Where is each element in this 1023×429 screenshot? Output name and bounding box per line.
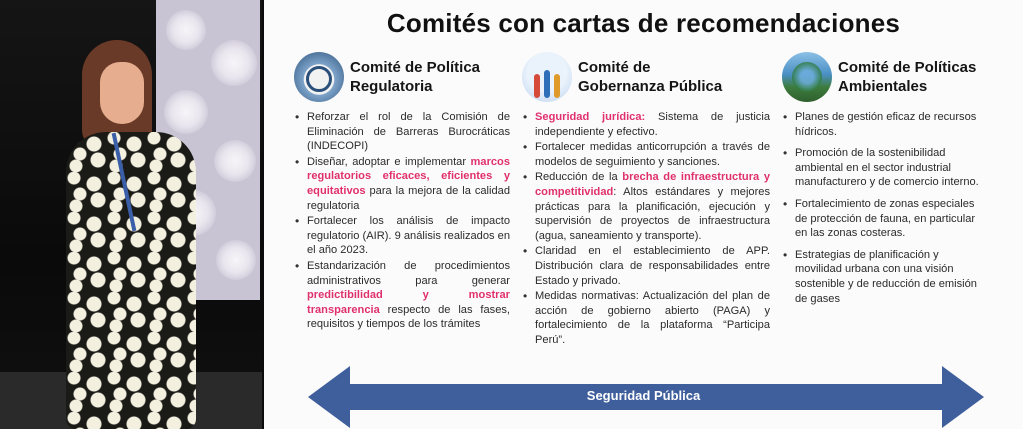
- flower-decoration: [216, 240, 256, 280]
- video-speaker-area: [0, 0, 262, 429]
- item-text: Promoción de la sostenibilidad ambiental en el sector industrial manufacturero y de comercio interno.: [795, 147, 979, 189]
- speaker-figure: [60, 40, 210, 429]
- recommendation-item: [522, 289, 770, 347]
- recommendation-item: [522, 170, 770, 243]
- recommendation-list: [294, 110, 510, 332]
- committee-column-environmental: [782, 52, 982, 313]
- committee-column-regulatory: [294, 52, 510, 333]
- column-title-line: Regulatoria: [350, 78, 433, 95]
- recommendation-item: [782, 197, 982, 241]
- recommendation-item: [294, 155, 510, 213]
- column-title-line: Comité de: [578, 59, 651, 76]
- magnifier-document-icon: [294, 52, 344, 102]
- item-text: Fortalecimiento de zonas especiales de protección de fauna, en particular en las zonas costeras.: [795, 197, 976, 240]
- column-title: [350, 58, 480, 96]
- recommendation-item: [294, 259, 510, 332]
- item-text: para la mejora de la calidad regulatoria: [307, 184, 510, 212]
- arrow-label: Seguridad Pública: [586, 388, 701, 403]
- item-text: Estandarización de procedimientos administrativos para generar: [307, 259, 510, 287]
- column-title: [578, 58, 722, 96]
- highlighted-text: predictibilidad y mostrar transparencia: [307, 289, 510, 316]
- item-text: Claridad en el establecimiento de APP. Distribución clara de responsabilidades entre Estado y privado.: [535, 245, 770, 287]
- column-title-line: Comité de Políticas: [838, 59, 977, 76]
- item-text: Planes de gestión eficaz de recursos hídricos.: [795, 111, 977, 138]
- speaker-face: [100, 62, 144, 124]
- column-title-line: Gobernanza Pública: [578, 78, 723, 95]
- recommendation-item: [782, 146, 982, 190]
- recommendation-item: [294, 214, 510, 258]
- recommendation-item: [782, 248, 982, 306]
- highlighted-text: brecha de infraestructura y competitividad: [535, 171, 770, 198]
- column-title-line: Comité de Política: [350, 59, 481, 76]
- item-text: Reducción de la: [535, 171, 623, 184]
- column-title: [838, 58, 976, 96]
- slide-title: Comités con cartas de recomendaciones: [386, 8, 901, 38]
- globe-nature-icon: [782, 52, 832, 102]
- column-header: [522, 52, 770, 102]
- highlighted-text: Seguridad jurídica:: [535, 111, 646, 123]
- recommendation-item: [522, 140, 770, 169]
- recommendation-item: [522, 110, 770, 139]
- item-text: Reforzar el rol de la Comisión de Eliminación de Barreras Burocráticas (INDECOPI): [307, 111, 510, 153]
- item-text: Diseñar, adoptar e implementar: [307, 155, 471, 168]
- recommendation-list: [782, 110, 982, 306]
- item-text: Estrategias de planificación y movilidad urbana con una visión sostenible y de reducción de emisión de gases: [795, 248, 977, 305]
- item-text: Medidas normativas: Actualización del plan de acción de gobierno abierto (PAGA) y fortalecimiento de la plataforma “Participa Perú”.: [535, 290, 770, 346]
- column-header: [294, 52, 510, 102]
- item-text: Fortalecer los análisis de impacto regulatorio (AIR). 9 análisis realizados en el año 2023.: [307, 215, 510, 257]
- item-text: Sistema de justicia independiente y efectivo.: [535, 111, 770, 138]
- presentation-slide: [264, 0, 1023, 429]
- highlighted-text: marcos regulatorios eficaces, eficientes y equitativos: [307, 155, 510, 197]
- hand-shape: [544, 70, 550, 98]
- recommendation-item: [522, 244, 770, 288]
- hand-shape: [554, 74, 560, 98]
- recommendation-item: [782, 110, 982, 139]
- column-title-line: Ambientales: [838, 78, 928, 95]
- column-header: [782, 52, 982, 102]
- speaker-dress: [66, 132, 196, 429]
- item-text: respecto de las fases, requisitos y tiempos de los trámites: [307, 303, 510, 331]
- recommendation-item: [294, 110, 510, 154]
- raised-hands-icon: [522, 52, 572, 102]
- item-text: : Altos estándares y mejores prácticas para la planificación, ejecución y supervisión de proyectos de infraestructura (agua, saneamiento y transporte).: [535, 185, 770, 242]
- flower-decoration: [211, 40, 257, 86]
- item-text: Fortalecer medidas anticorrupción a través de modelos de seguimiento y sanciones.: [535, 141, 770, 168]
- hand-shape: [534, 74, 540, 98]
- committee-column-governance: [522, 52, 770, 349]
- flower-decoration: [214, 140, 256, 182]
- recommendation-list: [522, 110, 770, 348]
